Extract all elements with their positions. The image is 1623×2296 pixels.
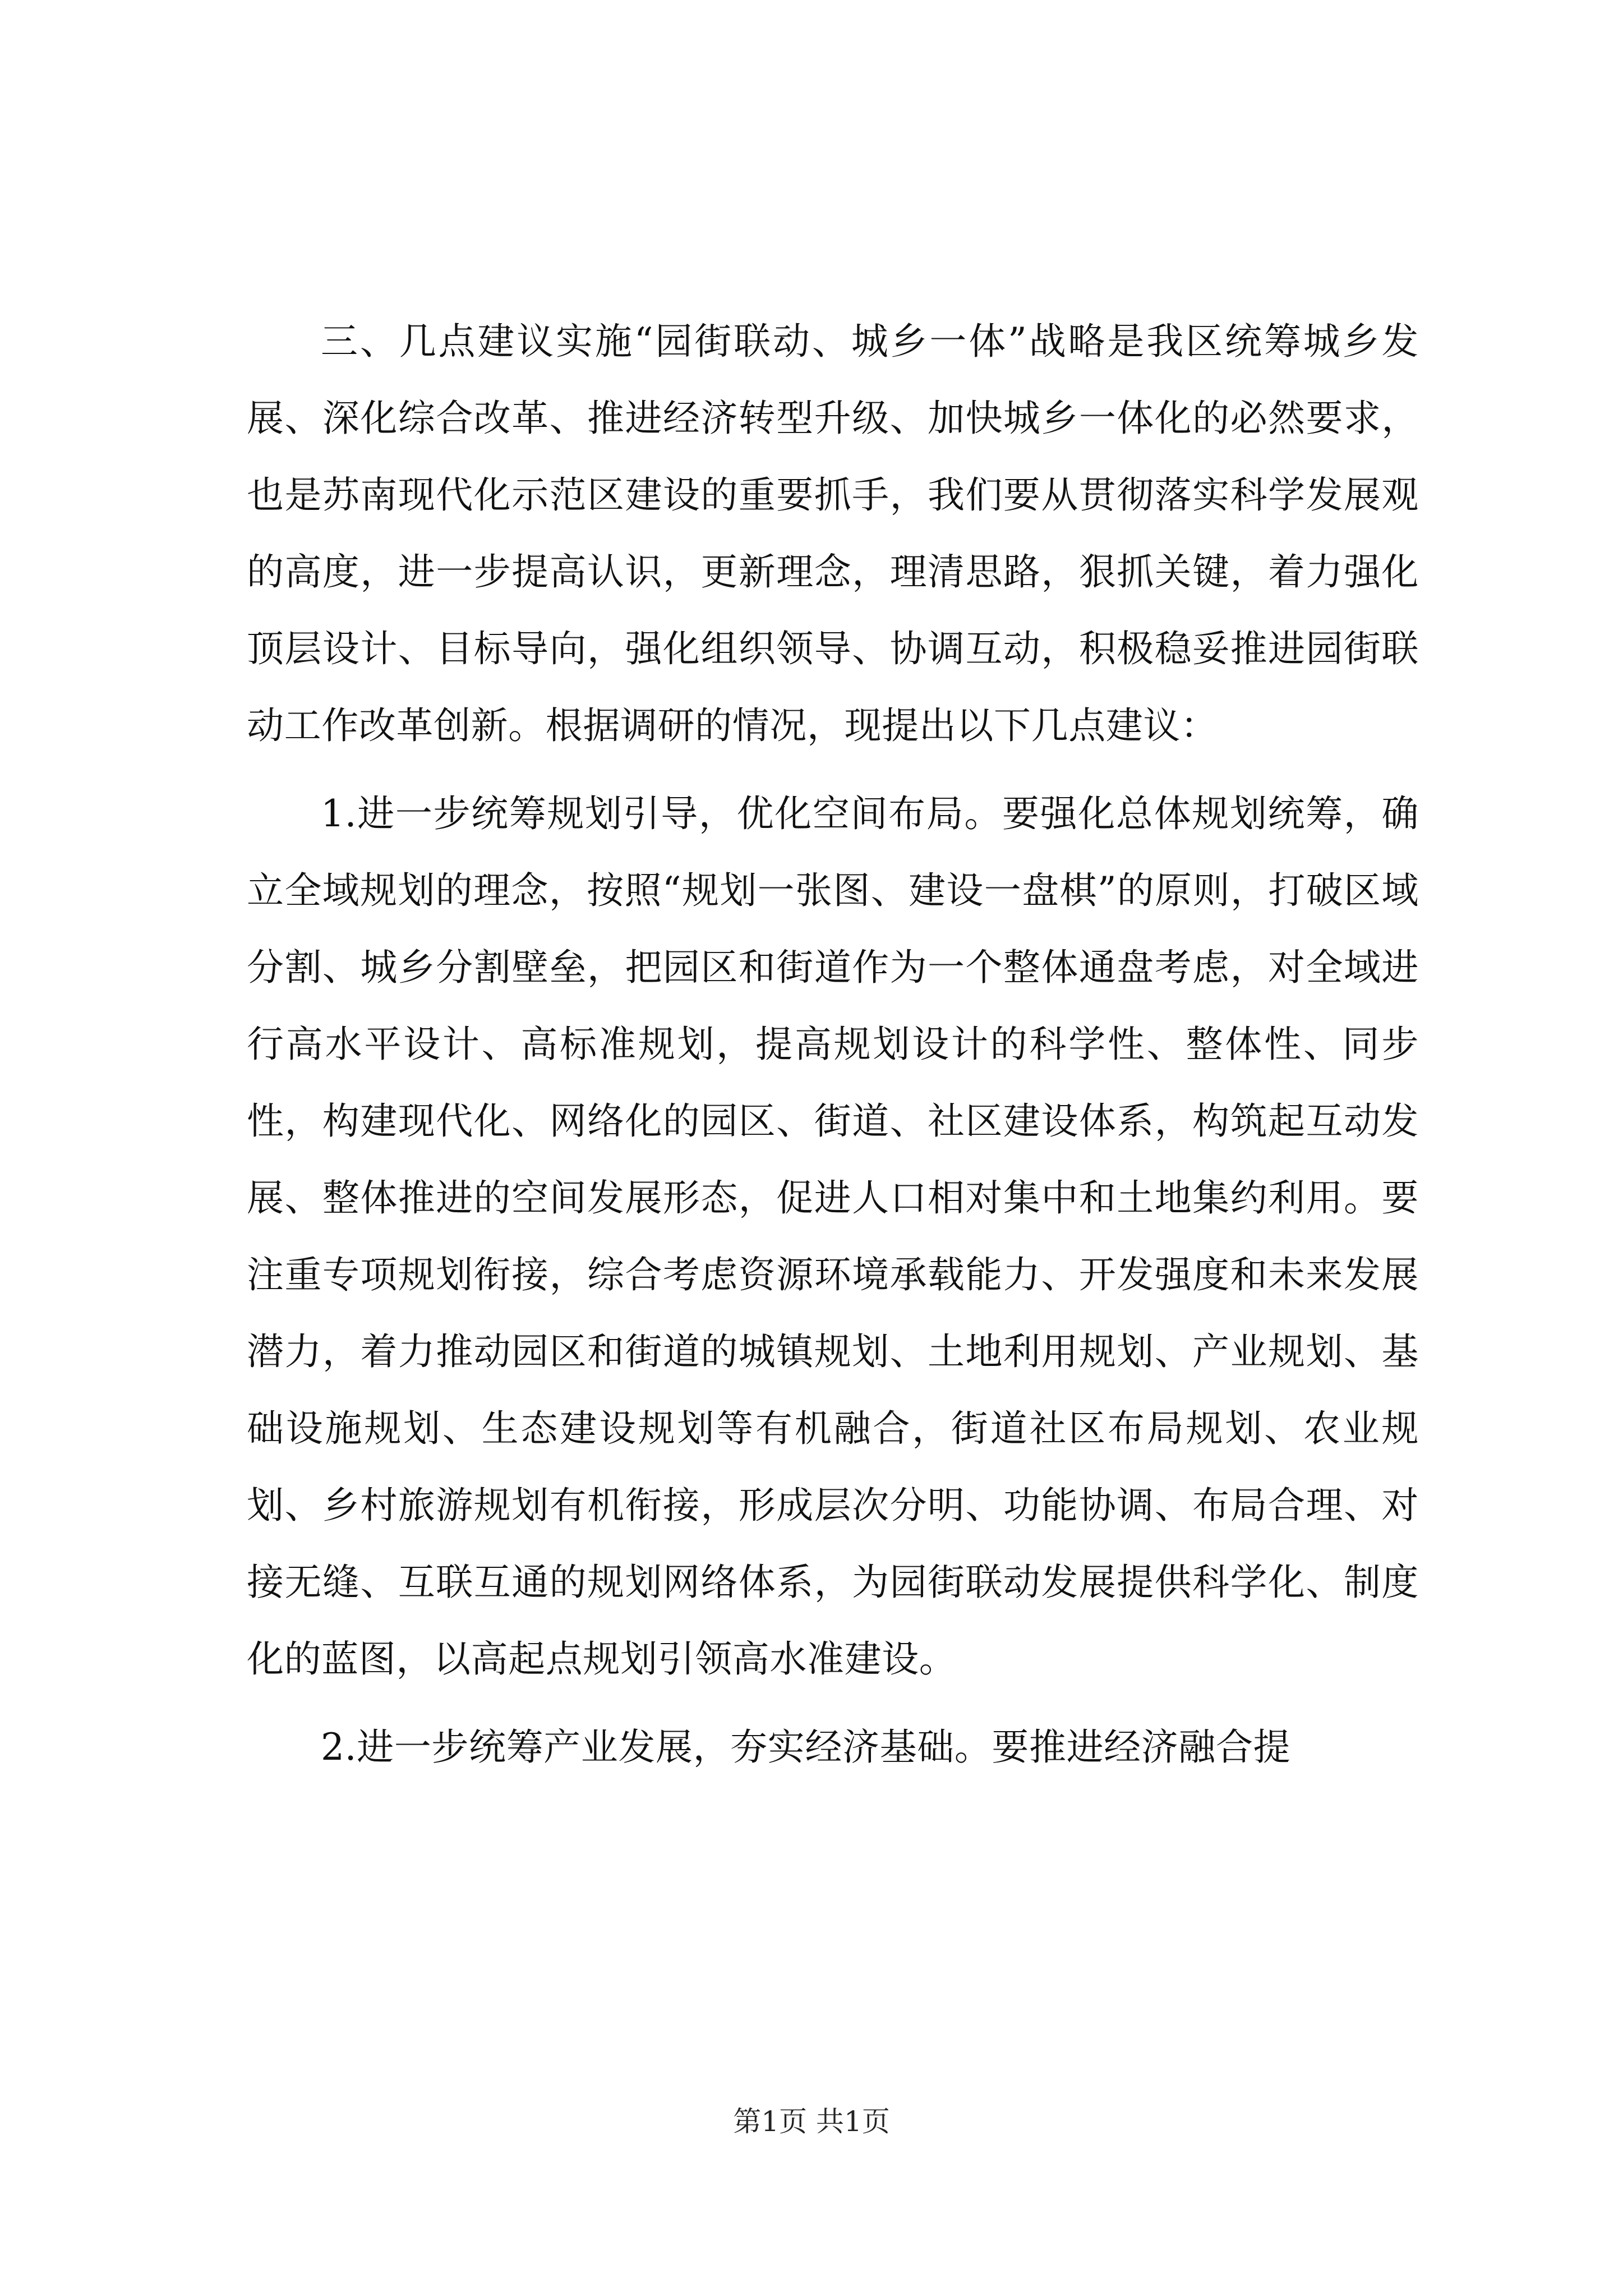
paragraph-suggestions-intro: 三、几点建议实施“园街联动、城乡一体”战略是我区统筹城乡发展、深化综合改革、推进经济转型升级、加快城乡一体化的必然要求，也是苏南现代化示范区建设的重要抓手，我们要从贯彻落实科学发展观的高度，进一步提高认识，更新理念，理清思路，狠抓关键，着力强化顶层设计、目标导向，强化组织领导、协调互动，积极稳妥推进园街联动工作改革创新。根据调研的情况，现提出以下几点建议： xyxy=(247,320,1419,747)
paragraph-suggestion-1: 1.进一步统筹规划引导，优化空间布局。要强化总体规划统筹，确立全域规划的理念，按照“规划一张图、建设一盘棋”的原则，打破区域分割、城乡分割壁垒，把园区和街道作为一个整体通盘考虑，对全域进行高水平设计、高标准规划，提高规划设计的科学性、整体性、同步性，构建现代化、网络化的园区、街道、社区建设体系，构筑起互动发展、整体推进的空间发展形态，促进人口相对集中和土地集约利用。要注重专项规划衔接，综合考虑资源环境承载能力、开发强度和未来发展潜力，着力推动园区和街道的城镇规划、土地利用规划、产业规划、基础设施规划、生态建设规划等有机融合，街道社区布局规划、农业规划、乡村旅游规划有机衔接，形成层次分明、功能协调、布局合理、对接无缝、互联互通的规划网络体系，为园街联动发展提供科学化、制度化的蓝图，以高起点规划引领高水准建设。 xyxy=(247,792,1419,1681)
document-body xyxy=(247,303,1419,1786)
page-number-footer: 第1页 共1页 xyxy=(733,2105,890,2138)
paragraph-suggestion-2: 2.进一步统筹产业发展，夯实经济基础。要推进经济融合提 xyxy=(321,1726,1291,1769)
